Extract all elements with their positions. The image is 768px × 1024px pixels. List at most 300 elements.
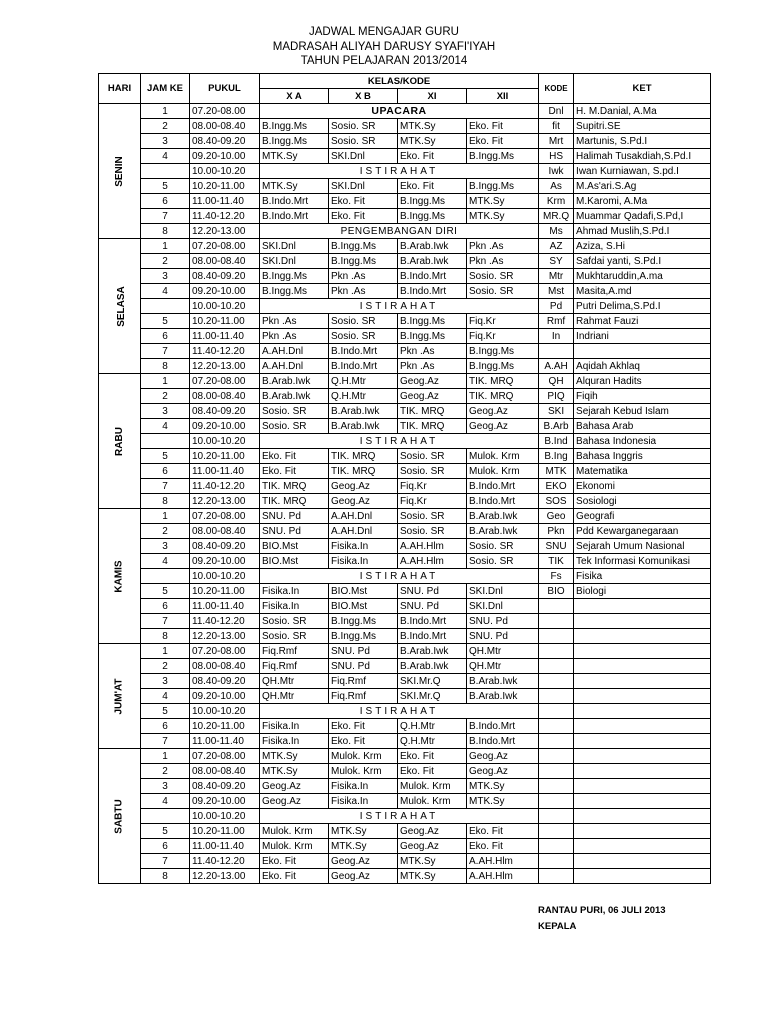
- subject-cell: Fisika.In: [329, 779, 398, 794]
- subject-cell: Geog.Az: [398, 389, 467, 404]
- header-kelas-kode: KELAS/KODE: [260, 74, 539, 89]
- pukul-cell: 11.00-11.40: [190, 839, 260, 854]
- subject-cell: Mulok. Krm: [260, 839, 329, 854]
- ket-cell: Pdd Kewarganegaraan: [574, 524, 711, 539]
- kode-cell: Iwk: [539, 164, 574, 179]
- schedule-row: [99, 524, 711, 539]
- subject-cell: BIO.Mst: [329, 584, 398, 599]
- day-cell: [99, 644, 141, 749]
- subject-cell: B.Arab.Iwk: [398, 659, 467, 674]
- footer-signer: KEPALA: [538, 921, 577, 932]
- ket-cell: Bahasa Inggris: [574, 449, 711, 464]
- kode-cell: [539, 599, 574, 614]
- subject-cell: Pkn .As: [329, 284, 398, 299]
- jam-ke-cell: [141, 434, 190, 449]
- jam-ke-cell: 4: [141, 419, 190, 434]
- ket-cell: [574, 854, 711, 869]
- schedule-row: [99, 374, 711, 389]
- jam-ke-cell: 3: [141, 779, 190, 794]
- schedule-row: [99, 269, 711, 284]
- subject-cell: B.Ingg.Ms: [260, 269, 329, 284]
- kode-cell: [539, 809, 574, 824]
- subject-cell: SKI.Dnl: [260, 239, 329, 254]
- ket-cell: Muammar Qadafi,S.Pd,I: [574, 209, 711, 224]
- subject-cell: MTK.Sy: [467, 209, 539, 224]
- subject-cell: Eko. Fit: [398, 764, 467, 779]
- schedule-row: [99, 254, 711, 269]
- subject-cell: Sosio. SR: [467, 269, 539, 284]
- day-label: SENIN: [114, 155, 125, 187]
- schedule-row: [99, 599, 711, 614]
- subject-cell: Geog.Az: [329, 494, 398, 509]
- pukul-cell: 08.40-09.20: [190, 134, 260, 149]
- subject-cell: A.AH.Hlm: [467, 854, 539, 869]
- subject-cell: B.Indo.Mrt: [467, 479, 539, 494]
- ket-cell: [574, 839, 711, 854]
- kode-cell: Pd: [539, 299, 574, 314]
- jam-ke-cell: 1: [141, 374, 190, 389]
- kode-cell: Krm: [539, 194, 574, 209]
- subject-cell: Q.H.Mtr: [329, 389, 398, 404]
- subject-cell: MTK.Sy: [467, 794, 539, 809]
- schedule-row: [99, 689, 711, 704]
- pukul-cell: 09.20-10.00: [190, 794, 260, 809]
- schedule-row: [99, 434, 711, 449]
- subject-cell: Eko. Fit: [398, 149, 467, 164]
- subject-cell: TIK. MRQ: [467, 389, 539, 404]
- jam-ke-cell: [141, 164, 190, 179]
- jam-ke-cell: 8: [141, 494, 190, 509]
- jam-ke-cell: 2: [141, 524, 190, 539]
- schedule-row: [99, 104, 711, 119]
- ket-cell: Putri Delima,S.Pd.I: [574, 299, 711, 314]
- schedule-row: [99, 734, 711, 749]
- kode-cell: Pkn: [539, 524, 574, 539]
- schedule-row: [99, 449, 711, 464]
- subject-cell: Geog.Az: [467, 749, 539, 764]
- pukul-cell: 10.20-11.00: [190, 314, 260, 329]
- jam-ke-cell: 7: [141, 344, 190, 359]
- day-label: SELASA: [115, 285, 127, 327]
- jam-ke-cell: 8: [141, 869, 190, 884]
- ket-cell: Martunis, S.Pd.I: [574, 134, 711, 149]
- pukul-cell: 08.00-08.40: [190, 389, 260, 404]
- pukul-cell: 11.00-11.40: [190, 464, 260, 479]
- ket-cell: Matematika: [574, 464, 711, 479]
- subject-cell: Q.H.Mtr: [329, 374, 398, 389]
- ket-cell: Supitri.SE: [574, 119, 711, 134]
- subject-cell: B.Arab.Iwk: [398, 239, 467, 254]
- subject-cell: Fiq.Rmf: [329, 689, 398, 704]
- ket-cell: Iwan Kurniawan, S.pd.I: [574, 164, 711, 179]
- ket-cell: Ekonomi: [574, 479, 711, 494]
- subject-cell: B.Arab.Iwk: [398, 254, 467, 269]
- subject-cell: SNU. Pd: [398, 584, 467, 599]
- jam-ke-cell: [141, 809, 190, 824]
- ket-cell: [574, 599, 711, 614]
- kode-cell: MTK: [539, 464, 574, 479]
- ket-cell: Alquran Hadits: [574, 374, 711, 389]
- subject-cell: MTK.Sy: [260, 179, 329, 194]
- schedule-row: [99, 164, 711, 179]
- schedule-row: [99, 644, 711, 659]
- schedule-row: [99, 584, 711, 599]
- subject-cell: Fisika.In: [329, 554, 398, 569]
- subject-cell: Fiq.Rmf: [329, 674, 398, 689]
- day-cell: [99, 749, 141, 884]
- schedule-row: [99, 404, 711, 419]
- pukul-cell: 12.20-13.00: [190, 869, 260, 884]
- subject-cell: Sosio. SR: [467, 554, 539, 569]
- header-jam-ke: JAM KE: [141, 74, 190, 104]
- subject-cell: A.AH.Dnl: [329, 509, 398, 524]
- pukul-cell: 11.40-12.20: [190, 614, 260, 629]
- ket-cell: [574, 749, 711, 764]
- schedule-row: [99, 569, 711, 584]
- kode-cell: Mtr: [539, 269, 574, 284]
- subject-cell: B.Arab.Iwk: [260, 374, 329, 389]
- subject-cell: Pkn .As: [467, 239, 539, 254]
- merged-activity-cell: ISTIRAHAT: [260, 569, 539, 584]
- kode-cell: [539, 614, 574, 629]
- jam-ke-cell: 7: [141, 734, 190, 749]
- schedule-row: [99, 494, 711, 509]
- subject-cell: Eko. Fit: [467, 824, 539, 839]
- subject-cell: SNU. Pd: [398, 599, 467, 614]
- kode-cell: BIO: [539, 584, 574, 599]
- subject-cell: BIO.Mst: [329, 599, 398, 614]
- ket-cell: Sosiologi: [574, 494, 711, 509]
- pukul-cell: 09.20-10.00: [190, 689, 260, 704]
- pukul-cell: 10.00-10.20: [190, 299, 260, 314]
- schedule-row: [99, 329, 711, 344]
- subject-cell: Q.H.Mtr: [398, 719, 467, 734]
- ket-cell: [574, 344, 711, 359]
- subject-cell: Geog.Az: [398, 839, 467, 854]
- subject-cell: B.Ingg.Ms: [329, 239, 398, 254]
- subject-cell: QH.Mtr: [260, 689, 329, 704]
- subject-cell: A.AH.Dnl: [329, 524, 398, 539]
- pukul-cell: 08.40-09.20: [190, 404, 260, 419]
- pukul-cell: 08.40-09.20: [190, 269, 260, 284]
- subject-cell: B.Arab.Iwk: [398, 644, 467, 659]
- pukul-cell: 07.20-08.00: [190, 644, 260, 659]
- merged-activity-cell: ISTIRAHAT: [260, 809, 539, 824]
- schedule-row: [99, 659, 711, 674]
- jam-ke-cell: 8: [141, 359, 190, 374]
- schedule-row: [99, 314, 711, 329]
- subject-cell: Eko. Fit: [398, 749, 467, 764]
- subject-cell: Fiq.Kr: [467, 314, 539, 329]
- ket-cell: [574, 689, 711, 704]
- jam-ke-cell: 3: [141, 674, 190, 689]
- jam-ke-cell: 8: [141, 224, 190, 239]
- kode-cell: Mrt: [539, 134, 574, 149]
- schedule-row: [99, 134, 711, 149]
- subject-cell: Geog.Az: [398, 374, 467, 389]
- subject-cell: Pkn .As: [260, 329, 329, 344]
- subject-cell: B.Indo.Mrt: [260, 194, 329, 209]
- subject-cell: SNU. Pd: [467, 614, 539, 629]
- subject-cell: Sosio. SR: [260, 629, 329, 644]
- pukul-cell: 07.20-08.00: [190, 104, 260, 119]
- kode-cell: [539, 779, 574, 794]
- kode-cell: SOS: [539, 494, 574, 509]
- pukul-cell: 09.20-10.00: [190, 419, 260, 434]
- kode-cell: B.Ind: [539, 434, 574, 449]
- footer-place-date: RANTAU PURI, 06 JULI 2013: [538, 905, 666, 916]
- ket-cell: Indriani: [574, 329, 711, 344]
- subject-cell: Geog.Az: [467, 419, 539, 434]
- ket-cell: [574, 734, 711, 749]
- subject-cell: Eko. Fit: [467, 134, 539, 149]
- subject-cell: B.Ingg.Ms: [329, 629, 398, 644]
- ket-cell: Halimah Tusakdiah,S.Pd.I: [574, 149, 711, 164]
- jam-ke-cell: 3: [141, 404, 190, 419]
- subject-cell: B.Indo.Mrt: [467, 719, 539, 734]
- jam-ke-cell: 5: [141, 704, 190, 719]
- subject-cell: Fiq.Rmf: [260, 644, 329, 659]
- schedule-row: [99, 284, 711, 299]
- ket-cell: Geografi: [574, 509, 711, 524]
- jam-ke-cell: 6: [141, 599, 190, 614]
- ket-cell: Sejarah Umum Nasional: [574, 539, 711, 554]
- pukul-cell: 12.20-13.00: [190, 359, 260, 374]
- kode-cell: [539, 644, 574, 659]
- jam-ke-cell: 5: [141, 584, 190, 599]
- subject-cell: SKI.Dnl: [329, 179, 398, 194]
- merged-activity-cell: ISTIRAHAT: [260, 299, 539, 314]
- subject-cell: Mulok. Krm: [467, 464, 539, 479]
- subject-cell: B.Ingg.Ms: [398, 209, 467, 224]
- subject-cell: MTK.Sy: [260, 764, 329, 779]
- schedule-row: [99, 614, 711, 629]
- jam-ke-cell: 4: [141, 794, 190, 809]
- pukul-cell: 08.00-08.40: [190, 254, 260, 269]
- day-cell: [99, 509, 141, 644]
- subject-cell: Pkn .As: [329, 269, 398, 284]
- schedule-row: [99, 629, 711, 644]
- kode-cell: B.Arb: [539, 419, 574, 434]
- jam-ke-cell: 6: [141, 839, 190, 854]
- schedule-row: [99, 719, 711, 734]
- kode-cell: fit: [539, 119, 574, 134]
- ket-cell: [574, 629, 711, 644]
- pukul-cell: 10.20-11.00: [190, 719, 260, 734]
- subject-cell: Eko. Fit: [467, 839, 539, 854]
- jam-ke-cell: [141, 299, 190, 314]
- ket-cell: [574, 869, 711, 884]
- schedule-row: [99, 824, 711, 839]
- subject-cell: B.Ingg.Ms: [467, 359, 539, 374]
- ket-cell: Biologi: [574, 584, 711, 599]
- day-cell: [99, 104, 141, 239]
- subject-cell: Mulok. Krm: [467, 449, 539, 464]
- subject-cell: Q.H.Mtr: [398, 734, 467, 749]
- schedule-row: [99, 554, 711, 569]
- schedule-body: [99, 104, 711, 884]
- subject-cell: MTK.Sy: [329, 839, 398, 854]
- kode-cell: [539, 704, 574, 719]
- subject-cell: Eko. Fit: [329, 719, 398, 734]
- schedule-row: [99, 794, 711, 809]
- pukul-cell: 10.00-10.20: [190, 569, 260, 584]
- schedule-row: [99, 674, 711, 689]
- kode-cell: SNU: [539, 539, 574, 554]
- kode-cell: PIQ: [539, 389, 574, 404]
- jam-ke-cell: 5: [141, 179, 190, 194]
- jam-ke-cell: 6: [141, 329, 190, 344]
- schedule-row: [99, 854, 711, 869]
- schedule-row: [99, 209, 711, 224]
- kode-cell: [539, 764, 574, 779]
- schedule-row: [99, 704, 711, 719]
- subject-cell: SNU. Pd: [260, 524, 329, 539]
- jam-ke-cell: 7: [141, 479, 190, 494]
- schedule-row: [99, 419, 711, 434]
- pukul-cell: 08.40-09.20: [190, 539, 260, 554]
- jam-ke-cell: 1: [141, 749, 190, 764]
- subject-cell: Mulok. Krm: [398, 794, 467, 809]
- pukul-cell: 09.20-10.00: [190, 554, 260, 569]
- day-label: SABTU: [113, 798, 125, 834]
- subject-cell: A.AH.Dnl: [260, 359, 329, 374]
- jam-ke-cell: 7: [141, 209, 190, 224]
- pukul-cell: 07.20-08.00: [190, 239, 260, 254]
- subject-cell: TIK. MRQ: [329, 449, 398, 464]
- header-ket: KET: [574, 74, 711, 104]
- jam-ke-cell: 4: [141, 554, 190, 569]
- subject-cell: Fisika.In: [329, 539, 398, 554]
- subject-cell: TIK. MRQ: [467, 374, 539, 389]
- subject-cell: B.Indo.Mrt: [398, 629, 467, 644]
- subject-cell: Fisika.In: [329, 794, 398, 809]
- pukul-cell: 10.20-11.00: [190, 179, 260, 194]
- subject-cell: B.Ingg.Ms: [260, 119, 329, 134]
- subject-cell: SKI.Dnl: [260, 254, 329, 269]
- schedule-row: [99, 509, 711, 524]
- schedule-row: [99, 389, 711, 404]
- kode-cell: [539, 344, 574, 359]
- ket-cell: Sejarah Kebud Islam: [574, 404, 711, 419]
- ket-cell: [574, 779, 711, 794]
- ket-cell: [574, 704, 711, 719]
- jam-ke-cell: 2: [141, 254, 190, 269]
- subject-cell: Eko. Fit: [329, 734, 398, 749]
- kode-cell: [539, 869, 574, 884]
- subject-cell: Fisika.In: [260, 734, 329, 749]
- subject-cell: MTK.Sy: [329, 824, 398, 839]
- kode-cell: SKI: [539, 404, 574, 419]
- jam-ke-cell: 2: [141, 119, 190, 134]
- schedule-row: [99, 779, 711, 794]
- subject-cell: SNU. Pd: [467, 629, 539, 644]
- subject-cell: Geog.Az: [329, 479, 398, 494]
- ket-cell: M.Karomi, A.Ma: [574, 194, 711, 209]
- header-class-xa: X A: [260, 89, 329, 104]
- pukul-cell: 11.00-11.40: [190, 329, 260, 344]
- subject-cell: TIK. MRQ: [398, 404, 467, 419]
- subject-cell: Eko. Fit: [260, 449, 329, 464]
- subject-cell: B.Ingg.Ms: [398, 329, 467, 344]
- pukul-cell: 08.40-09.20: [190, 674, 260, 689]
- kode-cell: [539, 854, 574, 869]
- kode-cell: B.Ing: [539, 449, 574, 464]
- subject-cell: B.Ingg.Ms: [398, 194, 467, 209]
- subject-cell: B.Indo.Mrt: [398, 614, 467, 629]
- pukul-cell: 10.00-10.20: [190, 809, 260, 824]
- subject-cell: B.Indo.Mrt: [398, 284, 467, 299]
- kode-cell: [539, 839, 574, 854]
- jam-ke-cell: 4: [141, 149, 190, 164]
- pukul-cell: 09.20-10.00: [190, 284, 260, 299]
- heading-line-1: JADWAL MENGAJAR GURU: [309, 26, 459, 38]
- subject-cell: MTK.Sy: [260, 149, 329, 164]
- document-heading: [0, 25, 768, 69]
- ket-cell: [574, 719, 711, 734]
- subject-cell: B.Ingg.Ms: [467, 179, 539, 194]
- day-label: JUM'AT: [114, 677, 125, 715]
- schedule-row: [99, 539, 711, 554]
- ket-cell: Ahmad Muslih,S.Pd.I: [574, 224, 711, 239]
- kode-cell: HS: [539, 149, 574, 164]
- day-label: KAMIS: [113, 559, 125, 593]
- schedule-row: [99, 749, 711, 764]
- merged-activity-cell: ISTIRAHAT: [260, 704, 539, 719]
- subject-cell: MTK.Sy: [398, 854, 467, 869]
- subject-cell: B.Ingg.Ms: [260, 134, 329, 149]
- subject-cell: Fiq.Rmf: [260, 659, 329, 674]
- schedule-row: [99, 839, 711, 854]
- subject-cell: SNU. Pd: [260, 509, 329, 524]
- subject-cell: Mulok. Krm: [329, 749, 398, 764]
- header-kode: KODE: [539, 74, 574, 104]
- pukul-cell: 11.40-12.20: [190, 209, 260, 224]
- subject-cell: SKI.Dnl: [329, 149, 398, 164]
- subject-cell: Sosio. SR: [260, 404, 329, 419]
- schedule-row: [99, 239, 711, 254]
- ket-cell: Tek Informasi Komunikasi: [574, 554, 711, 569]
- kode-cell: AZ: [539, 239, 574, 254]
- subject-cell: Pkn .As: [398, 359, 467, 374]
- kode-cell: MR.Q: [539, 209, 574, 224]
- subject-cell: B.Indo.Mrt: [467, 734, 539, 749]
- subject-cell: B.Arab.Iwk: [467, 689, 539, 704]
- jam-ke-cell: 3: [141, 539, 190, 554]
- ket-cell: [574, 659, 711, 674]
- schedule-row: [99, 764, 711, 779]
- jam-ke-cell: 5: [141, 824, 190, 839]
- subject-cell: Mulok. Krm: [398, 779, 467, 794]
- subject-cell: Sosio. SR: [398, 464, 467, 479]
- subject-cell: BIO.Mst: [260, 539, 329, 554]
- schedule-row: [99, 359, 711, 374]
- jam-ke-cell: 6: [141, 194, 190, 209]
- subject-cell: B.Ingg.Ms: [467, 344, 539, 359]
- kode-cell: Geo: [539, 509, 574, 524]
- pukul-cell: 08.00-08.40: [190, 119, 260, 134]
- subject-cell: Pkn .As: [398, 344, 467, 359]
- schedule-row: [99, 179, 711, 194]
- jam-ke-cell: 2: [141, 764, 190, 779]
- subject-cell: Geog.Az: [260, 794, 329, 809]
- header-class-xii: XII: [467, 89, 539, 104]
- subject-cell: Fisika.In: [260, 719, 329, 734]
- subject-cell: B.Arab.Iwk: [467, 524, 539, 539]
- kode-cell: Ms: [539, 224, 574, 239]
- jam-ke-cell: 3: [141, 134, 190, 149]
- subject-cell: Sosio. SR: [398, 449, 467, 464]
